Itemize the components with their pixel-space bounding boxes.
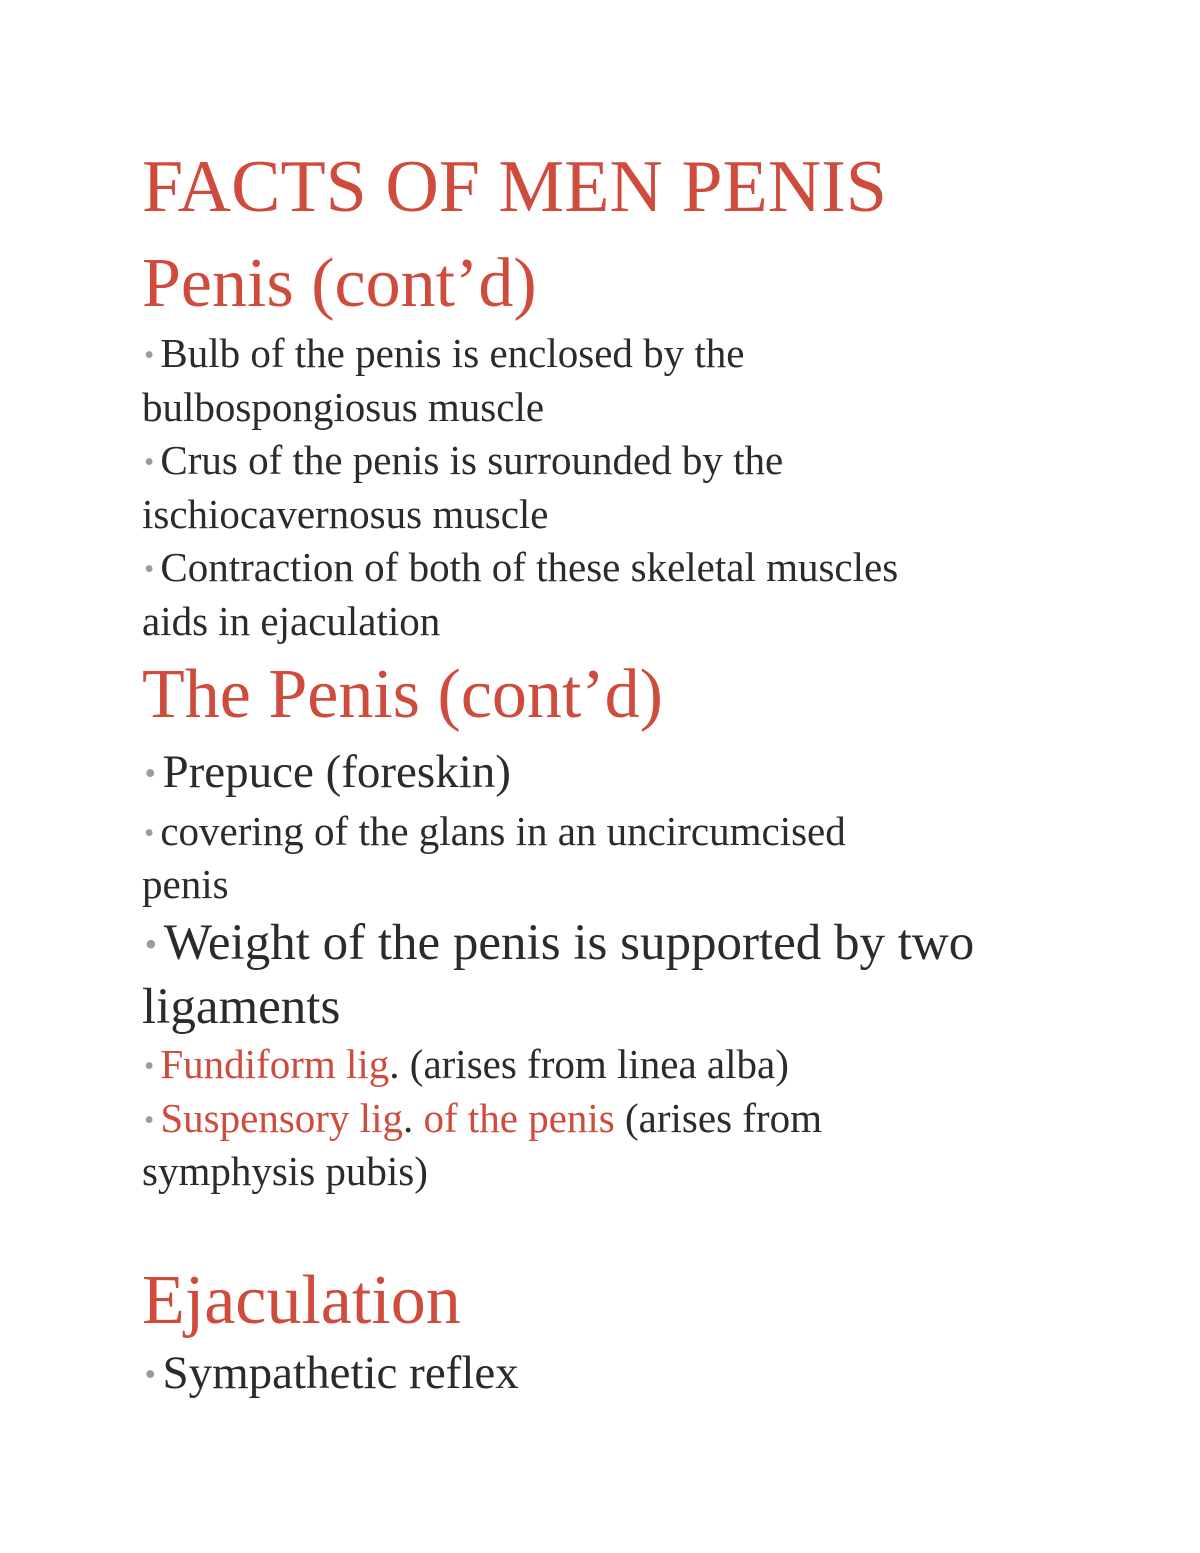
bullet-line [142,915,975,971]
bullet-icon: • [144,1103,155,1136]
bullet-line [142,330,745,376]
section-heading-the-penis-contd: The Penis (cont’d) [142,656,663,733]
line-text: . (arises from linea alba) [389,1041,789,1087]
bullet-line [142,746,511,798]
bullet-line-suspensory [142,1095,822,1141]
line-text: Sympathetic reflex [162,1347,519,1399]
bullet-line [142,1347,519,1399]
line-text: Contraction of both of these skeletal muscles [160,544,899,590]
continuation-line: ligaments [142,979,341,1035]
continuation-line: symphysis pubis) [142,1148,428,1194]
ligament-term: of the penis [423,1095,615,1141]
bullet-line [142,808,846,854]
bullet-icon: • [144,445,155,478]
line-text: Weight of the penis is supported by two [163,915,975,971]
ligament-term: Suspensory lig [160,1095,403,1141]
section-heading-ejaculation: Ejaculation [142,1262,461,1339]
continuation-line: aids in ejaculation [142,598,441,644]
line-text: . [402,1095,424,1141]
line-text: Crus of the penis is surrounded by the [160,437,784,483]
section-heading-penis-contd: Penis (cont’d) [142,245,537,322]
continuation-line: bulbospongiosus muscle [142,384,545,430]
bullet-line [142,437,784,483]
bullet-icon: • [144,816,155,849]
ligament-term: Fundiform lig [160,1041,390,1087]
bullet-icon: • [144,1356,156,1393]
continuation-line: ischiocavernosus muscle [142,491,549,537]
continuation-line: penis [142,861,229,907]
line-text: (arises from [614,1095,822,1141]
bullet-icon: • [144,338,155,371]
bullet-icon: • [144,552,155,585]
line-text: Bulb of the penis is enclosed by the [160,330,745,376]
line-text: covering of the glans in an uncircumcised [160,808,846,854]
line-text: Prepuce (foreskin) [162,746,511,798]
bullet-line-fundiform [142,1041,789,1087]
bullet-icon: • [144,1049,155,1082]
document-title: FACTS OF MEN PENIS [142,146,887,228]
bullet-line [142,544,899,590]
bullet-icon: • [144,755,156,792]
bullet-icon: • [144,925,158,965]
